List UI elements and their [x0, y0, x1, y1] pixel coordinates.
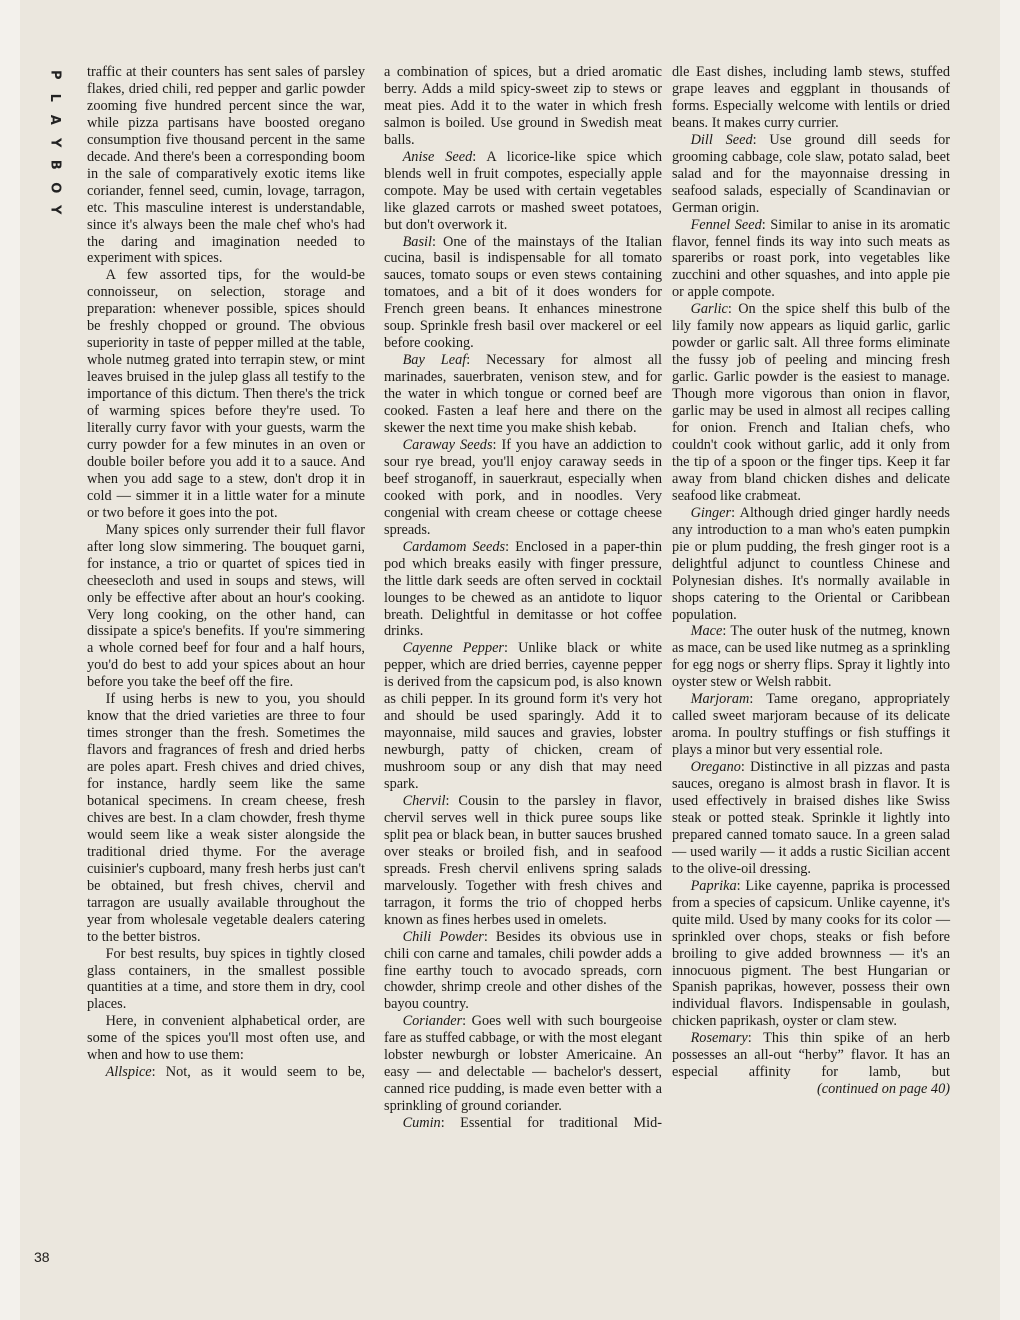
paragraph-text: For best results, buy spices in tightly closed glass containers, in the smallest possible quantities at a time, and store them in dry, cool places.: [87, 945, 365, 1013]
spice-entry: [672, 301, 950, 504]
paragraph-text: A few assorted tips, for the would-be connoisseur, on selection, storage and preparation: whenever possible, spices should be freshly chopped or ground. The obvious superiority in taste of pepper milled at the table, whole nutmeg grated into terrapin stew, or mint leaves bruised in the julep glass all testify to the importance of this dictum. Then there's the trick of warming spices before they're used. To literally curry favor with your guests, warm the curry powder for a few minutes in an oven or double boiler before you add it to a sauce. And when you add sage to a stew, don't drop it in cold — simmer it in a little water for a minute or two before it goes into the pot.: [87, 267, 365, 521]
paragraph-text: : Enclosed in a paper-thin pod which breaks easily with finger pressure, the little dark seeds are often served in cocktail lounges to be chewed as an antidote to liquor breath. Delightful in demitasse or hot coffee drinks.: [384, 538, 662, 640]
paragraph-text: : If you have an addiction to sour rye bread, you'll enjoy caraway seeds in beef stroganoff, in sauerkraut, especially when cooked with pork, and in noodles. Very congenial with cream cheese or cottage cheese spreads.: [384, 436, 662, 538]
paragraph-text: : Like cayenne, paprika is processed from a species of capsicum. Unlike cayenne, it's quite mild. Used by many cooks for its color — sprinkled over chops, steaks or fish before broiling to give added brownness — it's an innocuous pigment. The best Hungarian or Spanish paprikas, however, possess their own individual flavors. Indispensable in goulash, chicken paprikash, oyster or clam stew.: [672, 877, 950, 1030]
spice-name: Rosemary: [690, 1030, 748, 1047]
spice-entry: [384, 234, 662, 353]
spice-name: Anise Seed: [402, 148, 473, 165]
paragraph-text: Here, in convenient alphabetical order, are some of the spices you'll most often use, and when and how to use them:: [87, 1013, 365, 1064]
spice-name: Chervil: [402, 792, 446, 809]
article-paragraph: [87, 691, 365, 945]
paragraph-text: : Necessary for almost all marinades, sauerbraten, venison stew, and for the water in which tongue or corned beef are cooked. Fasten a leaf here and there on the skewer the next time you make shish kebab.: [384, 352, 662, 437]
masthead-letter: P: [47, 69, 63, 81]
spice-entry: [672, 691, 950, 759]
spice-name: Marjoram: [690, 691, 750, 708]
paragraph-text: : Distinctive in all pizzas and pasta sauces, oregano is almost brash in flavor. It is used effectively in braised dishes like Swiss steak or potted steak. Sprinkle it lightly into prepared canned tomato sauce. In a green salad — used warily — it adds a rustic Sicilian accent to the olive-oil dressing.: [672, 759, 950, 877]
paragraph-text: : Not, as it would seem to be,: [151, 1064, 365, 1081]
spice-name: Bay Leaf: [402, 352, 467, 369]
article-paragraph: [87, 522, 365, 692]
spice-name: Mace: [690, 623, 723, 640]
paragraph-text: : Cousin to the parsley in flavor, chervil serves well in thick puree soups like split pea or black bean, in butter sauces brushed over steaks or broiled fish, and in seafood spreads. Fresh chervil enlivens spring salads marvelously. Together with fresh chives and tarragon, it forms the trio of chopped herbs known as fines herbes used in omelets.: [384, 792, 662, 928]
masthead-letter: Y: [47, 137, 63, 148]
spice-name: Coriander: [402, 1013, 463, 1030]
spice-entry: [384, 1115, 662, 1132]
paragraph-text: : One of the mainstays of the Italian cucina, basil is indispensable for all tomato sauces, tomato soups or even stews containing tomatoes, and a bit of it does wonders for French green beans. It enhances minestrone soup. Sprinkle fresh basil over mackerel or eel before cooking.: [384, 233, 662, 352]
spice-entry: [672, 759, 950, 878]
paragraph-text: : Essential for traditional Mid-: [440, 1115, 662, 1132]
spice-name: Garlic: [690, 301, 728, 318]
spice-name: Cardamom Seeds: [402, 538, 506, 555]
spice-entry: [672, 1030, 950, 1081]
continued-note: [672, 1081, 950, 1098]
spice-name: Cayenne Pepper: [402, 640, 504, 657]
magazine-masthead: [34, 64, 74, 222]
paragraph-text: (continued on page 40): [816, 1081, 950, 1098]
paragraph-text: : Use ground dill seeds for grooming cabbage, cole slaw, potato salad, beet salad and for the mayonnaise dressing in seafood salads, especially of Scandinavian or German origin.: [672, 131, 950, 216]
masthead-letter: Y: [47, 205, 63, 216]
article-paragraph: [672, 64, 950, 132]
article-column-1: [87, 64, 365, 1081]
masthead-letter: L: [47, 93, 63, 103]
spice-name: Dill Seed: [690, 131, 753, 148]
paragraph-text: : A licorice-like spice which blends well in fruit compotes, especially apple compote. May be used with certain vegetables like glazed carrots or mashed sweet potatoes, but don't overwork it.: [384, 148, 662, 233]
paragraph-text: : Although dried ginger hardly needs any introduction to a man who's eaten pumpkin pie or plum pudding, the fresh ginger root is a delightful adjunct to countless Chinese and Polynesian dishes. It's normally available in shops catering to the Oriental or Caribbean population.: [672, 504, 950, 623]
spice-entry: [672, 623, 950, 691]
paragraph-text: : Similar to anise in its aromatic flavor, fennel finds its way into such meats as spareribs or roast pork, into vegetables like zucchini and other squashes, and into apple pie or apple compote.: [672, 216, 950, 301]
article-paragraph: [87, 946, 365, 1014]
paragraph-text: : On the spice shelf this bulb of the lily family now appears as liquid garlic, garlic powder or garlic salt. All three forms eliminate the fussy job of peeling and mincing fresh garlic. Garlic powder is the easiest to manage. Though more vigorous than onion in flavor, garlic may be used in almost all recipes calling for onion. French and Italian chefs, who couldn't cook without garlic, add it only from the tip of a spoon or the finger tips. Keep it far away from bland chicken dishes and delicate seafood like crabmeat.: [672, 301, 950, 504]
spice-entry: [384, 437, 662, 539]
spice-entry: [384, 352, 662, 437]
spice-entry: [672, 505, 950, 624]
spice-entry: [384, 149, 662, 234]
article-paragraph: [87, 267, 365, 521]
paragraph-text: traffic at their counters has sent sales of parsley flakes, dried chili, red pepper and garlic powder zooming five hundred percent since the war, while pizza partisans have boosted oregano consumption five thousand percent in the same decade. And there's been a corresponding boom in the sale of comparatively exotic items like coriander, fennel seed, cumin, lovage, tarragon, etc. This masculine interest is understandable, since it's always been the male chef who's had the daring and imagination needed to experiment with spices.: [87, 64, 365, 267]
spice-name: Basil: [402, 233, 432, 250]
spice-entry: [672, 217, 950, 302]
spice-entry: [384, 539, 662, 641]
paragraph-text: If using herbs is new to you, you should know that the dried varieties are three to four times stronger than the fresh. Sometimes the flavors and fragrances of fresh and dried herbs are poles apart. Fresh chives and dried chives, for instance, hardly seem like the same botanical specimens. In cream cheese, fresh chives are best. In a clam chowder, fresh thyme would seem like a weak sister alongside the traditional dried thyme. For the average cuisinier's cupboard, many fresh herbs just can't be obtained, but fresh chives, chervil and tarragon are usually available throughout the year from wholesale vegetable dealers catering to the better bistros.: [87, 691, 365, 945]
paragraph-text: Many spices only surrender their full flavor after long slow simmering. The bouquet garni, for instance, a trio or quartet of spices tied in cheesecloth and used in soups and stews, will only be effective after about an hour's cooking. Very long cooking, on the other hand, can dissipate a spice's benefits. If you're simmering a whole corned beef for four and a half hours, you'd do best to add your spices about an hour before you take the beef off the fire.: [87, 521, 365, 691]
paragraph-text: : This thin spike of an herb possesses an all-out “herby” flavor. It has an especial affinity for lamb, but: [672, 1030, 950, 1081]
article-paragraph: [87, 64, 365, 267]
masthead-letter: B: [47, 159, 63, 171]
article-column-3: [672, 64, 950, 1098]
spice-entry: [672, 878, 950, 1031]
article-paragraph: [87, 1013, 365, 1064]
spice-entry: [384, 793, 662, 929]
spice-entry: [384, 1013, 662, 1115]
page-number: 38: [34, 1249, 50, 1265]
masthead-letter: O: [47, 181, 63, 194]
spice-name: Cumin: [402, 1115, 441, 1132]
paragraph-text: : The outer husk of the nutmeg, known as mace, can be used like nutmeg as a sprinkling for egg nogs or sherry flips. Spray it lightly into oyster stew or Welsh rabbit.: [672, 623, 950, 691]
spice-entry: [384, 929, 662, 1014]
article-paragraph: [384, 64, 662, 149]
spice-name: Caraway Seeds: [402, 436, 493, 453]
spice-name: Ginger: [690, 504, 732, 521]
spice-entry: [672, 132, 950, 217]
spice-name: Paprika: [690, 877, 737, 894]
article-column-2: [384, 64, 662, 1132]
spice-name: Allspice: [105, 1064, 152, 1081]
paragraph-text: a combination of spices, but a dried aromatic berry. Adds a mild spicy-sweet zip to stews or meat pies. Add it to the water in which fresh salmon is boiled. Use ground in Swedish meat balls.: [384, 64, 662, 148]
spice-name: Oregano: [690, 759, 741, 776]
spice-name: Chili Powder: [402, 928, 484, 945]
spice-name: Fennel Seed: [690, 216, 762, 233]
paragraph-text: : Tame oregano, appropriately called sweet marjoram because of its delicate aroma. In poultry stuffings or fish stuffings it plays a minor but very essential role.: [672, 691, 950, 759]
masthead-letter: A: [47, 114, 63, 126]
spice-entry: [87, 1064, 365, 1081]
paragraph-text: : Goes well with such bourgeoise fare as stuffed cabbage, or with the most elegant lobster newburgh or lobster Americaine. An easy — and delectable — bachelor's dessert, canned rice pudding, is made even better with a sprinkling of ground coriander.: [384, 1013, 662, 1115]
paragraph-text: : Unlike black or white pepper, which are dried berries, cayenne pepper is derived from the capsicum pod, is also known as chili pepper. In its ground form it's very hot and should be used sparingly. Add it to mayonnaise, mild sauces and gravies, lobster newburgh, patty of chicken, cream of mushroom soup or any dish that may need spark.: [384, 640, 662, 793]
spice-entry: [384, 640, 662, 793]
paragraph-text: : Besides its obvious use in chili con carne and tamales, chili powder adds a fine earthy touch to avocado spreads, corn chowder, shrimp creole and other dishes of the bayou country.: [384, 928, 662, 1013]
paragraph-text: dle East dishes, including lamb stews, stuffed grape leaves and eggplant in thousands of forms. Especially welcome with lentils or dried beans. It makes curry currier.: [672, 64, 950, 131]
